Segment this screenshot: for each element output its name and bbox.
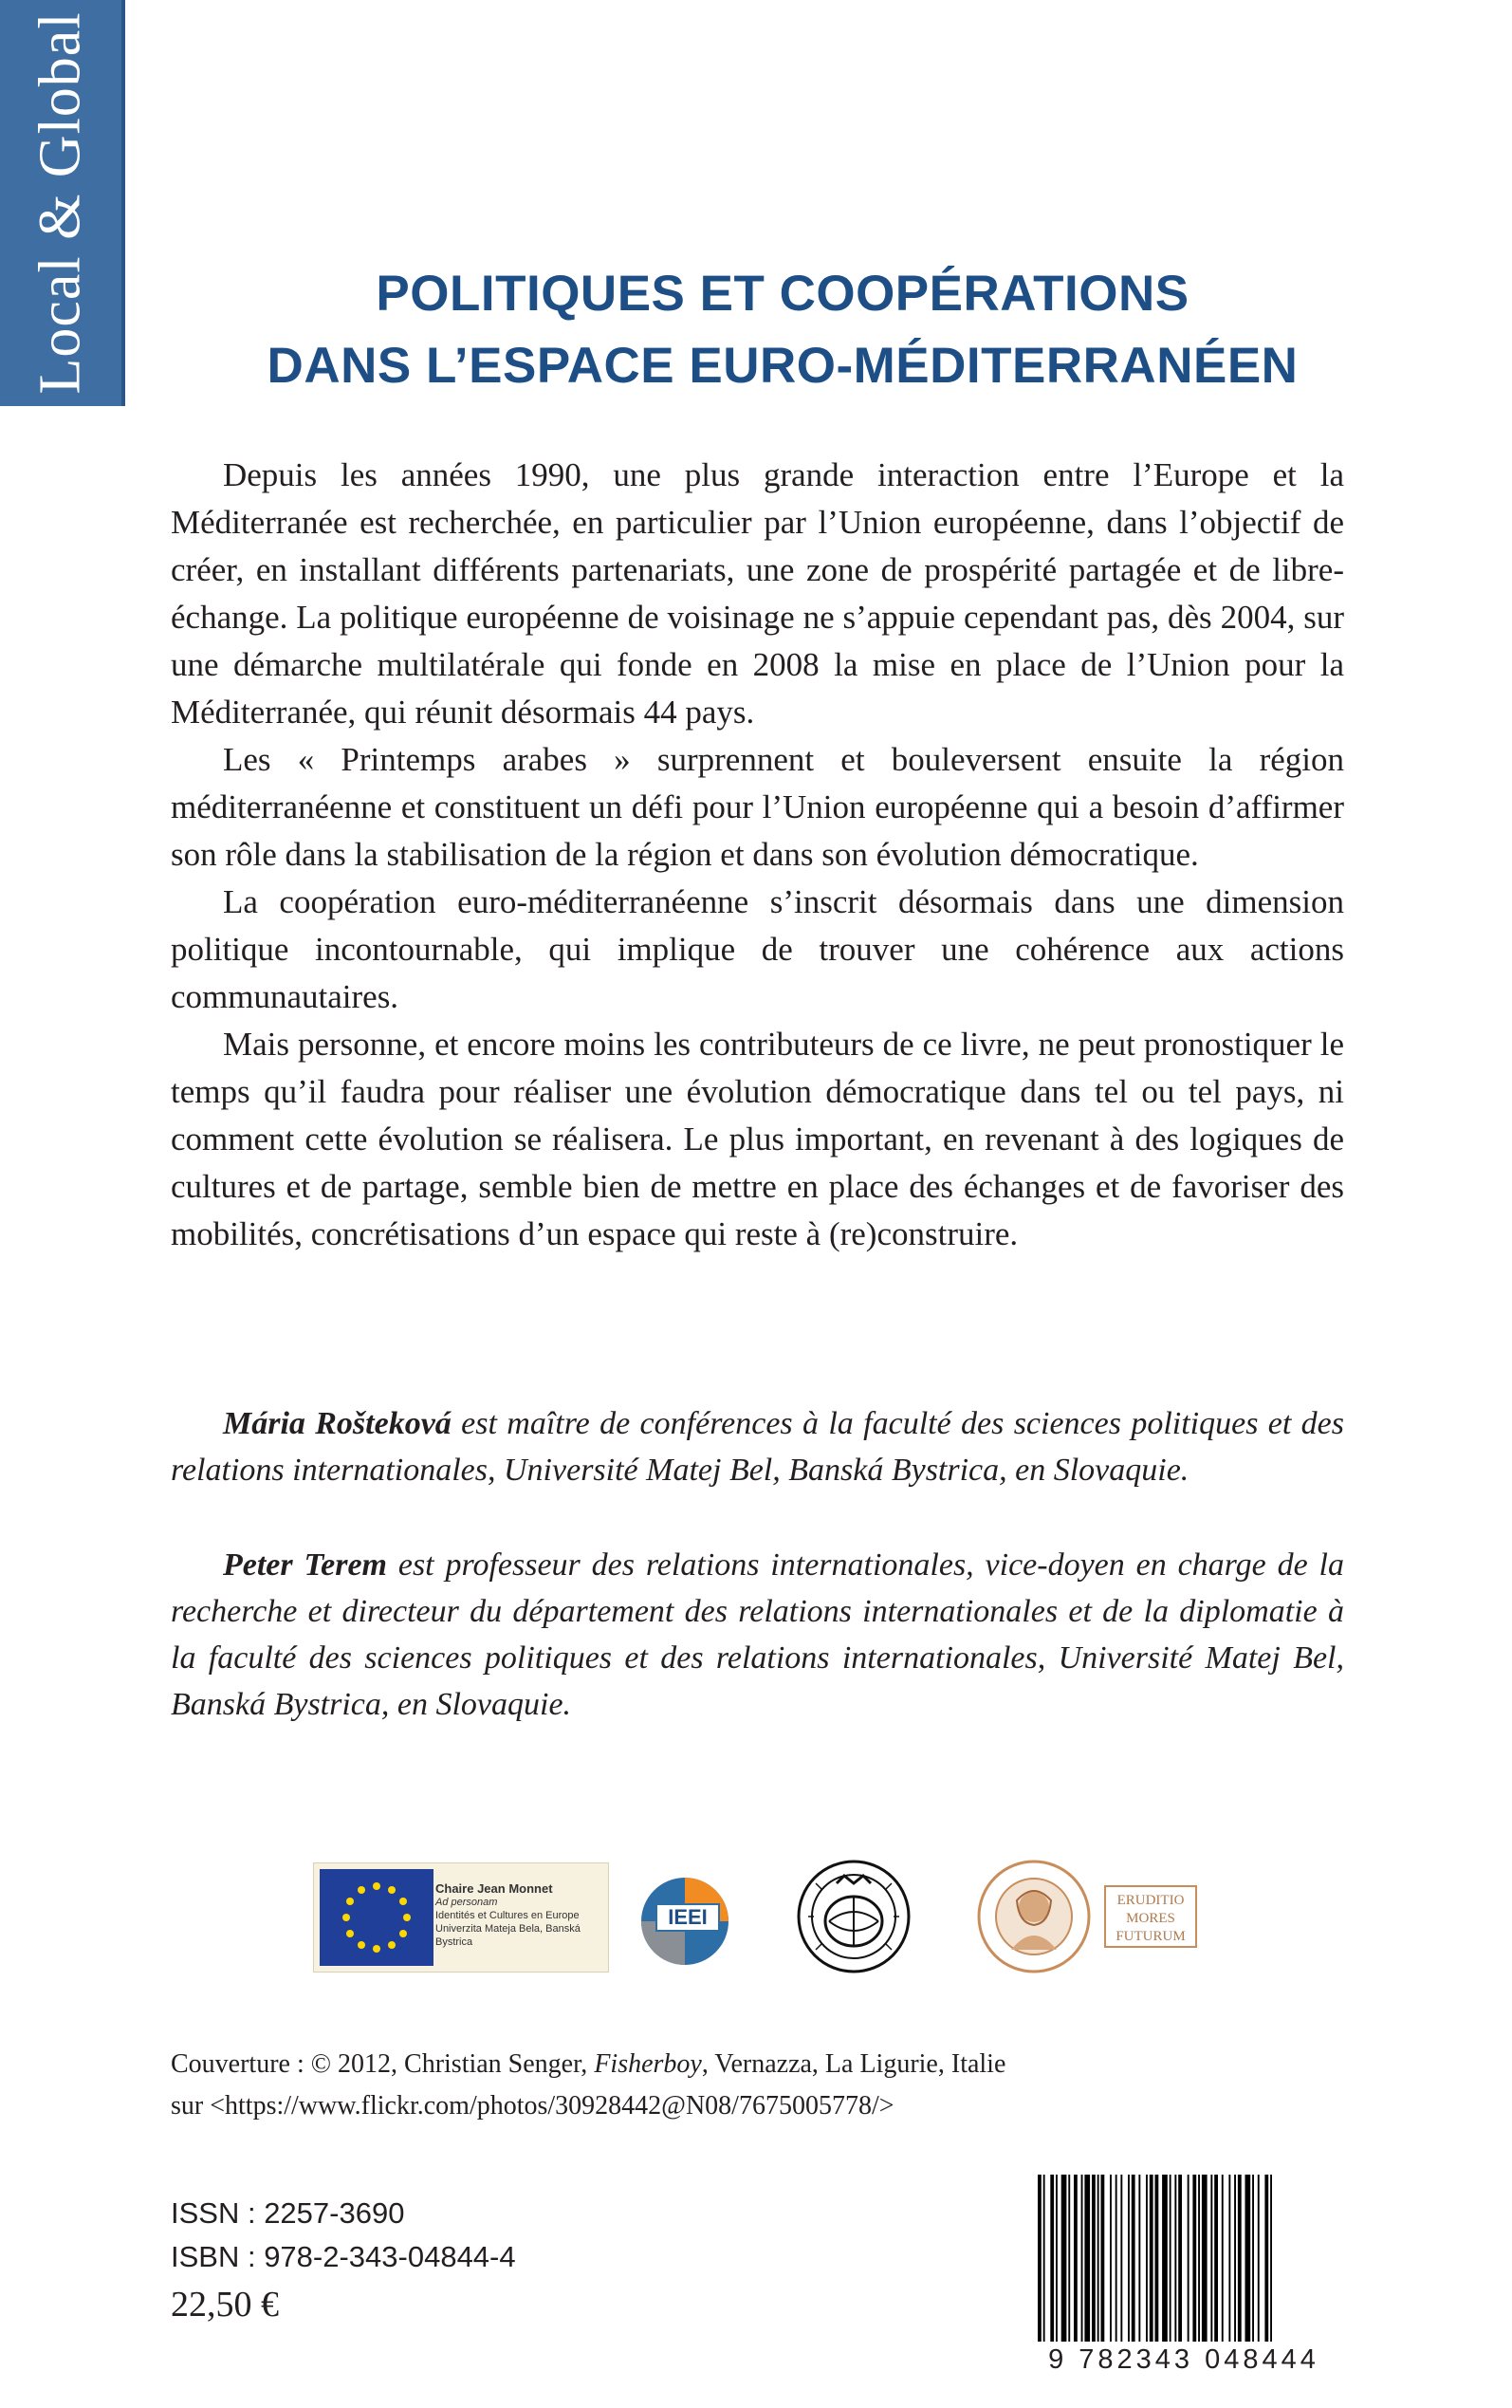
eu-flag-icon	[320, 1869, 433, 1966]
author-bio	[171, 1542, 1344, 1728]
author-description: est maître de conférences à la faculté des sciences politiques et des relations internationales, Université Matej Bel, Banská Bystrica, en Slovaquie.	[171, 1406, 1344, 1488]
author-name: Peter Terem	[223, 1547, 387, 1583]
summary-paragraph: La coopération euro-méditerranéenne s’inscrit désormais dans une dimension politique incontournable, qui implique de trouver une cohérence aux actions communautaires.	[171, 883, 1344, 1015]
series-tab	[0, 0, 125, 406]
book-title	[171, 258, 1394, 402]
identifiers	[171, 2192, 516, 2279]
ieei-logo	[636, 1855, 740, 1978]
summary-paragraph: Mais personne, et encore moins les contributeurs de ce livre, ne peut pronostiquer le temps qu’il faudra pour réaliser une évolution démocratique dans tel ou tel pays, ni comment cette évolution se réalisera. Le plus important, en revenant à des logiques de cultures et de partage, semble bien de mettre en place des échanges et de favoriser des mobilités, concrétisations d’un espace qui reste à (re)construire.	[171, 1026, 1344, 1252]
title-line-1: POLITIQUES ET COOPÉRATIONS	[376, 266, 1189, 322]
cover-credit-url: sur <https://www.flickr.com/photos/30928442@N08/7675005778/>	[171, 2091, 894, 2121]
summary-paragraph: Depuis les années 1990, une plus grande interaction entre l’Europe et la Méditerranée est recherchée, en particulier par l’Union européenne, dans l’objectif de créer, en installant différents partenariats, une zone de prospérité partagée et de libre-échange. La politique européenne de voisinage ne s’appuie cependant pas, dès 2004, sur une démarche multilatérale qui fonde en 2008 la mise en place de l’Union pour la Méditerranée, qui réunit désormais 44 pays.	[171, 456, 1344, 731]
cover-credit-work: Fisherboy	[594, 2049, 702, 2079]
research-institute-seal-icon	[787, 1855, 920, 1978]
jean-monnet-logo	[313, 1855, 609, 1978]
cover-credit	[171, 2044, 1404, 2127]
title-line-2: DANS L’ESPACE EURO-MÉDITERRANÉEN	[267, 338, 1299, 394]
jean-monnet-line: Identités et Cultures en Europe	[435, 1910, 580, 1921]
author-bio	[171, 1400, 1344, 1493]
issn: ISSN : 2257-3690	[171, 2196, 405, 2230]
umb-motto: ERUDITIO	[1116, 1893, 1185, 1908]
summary-text	[171, 452, 1344, 1258]
isbn: ISBN : 978-2-343-04844-4	[171, 2240, 516, 2273]
cover-credit-line	[171, 2044, 1404, 2085]
series-label: Local & Global	[28, 11, 93, 395]
author-description: est professeur des relations internationales, vice-doyen en charge de la recherche et directeur du département des relations internationales et de la diplomatie à la faculté des sciences politiques et des relations internationales, Université Matej Bel, Banská Bystrica, en Slovaquie.	[171, 1547, 1344, 1722]
jean-monnet-line: Ad personam	[435, 1897, 498, 1908]
umb-motto: MORES	[1126, 1911, 1175, 1926]
cover-credit-suffix: , Vernazza, La Ligurie, Italie	[701, 2049, 1006, 2079]
umb-motto: FUTURUM	[1116, 1929, 1186, 1944]
umb-university-logo	[968, 1855, 1214, 1978]
author-bios	[171, 1400, 1344, 1776]
barcode-number: 9 782343 048444	[1032, 2342, 1336, 2378]
author-name: Mária Rošteková	[223, 1406, 452, 1441]
jean-monnet-text	[435, 1882, 604, 1949]
price: 22,50 €	[171, 2285, 279, 2325]
jean-monnet-line: Chaire Jean Monnet	[435, 1881, 553, 1896]
partner-logos	[313, 1855, 1214, 1978]
summary-paragraph: Les « Printemps arabes » surprennent et bouleversent ensuite la région méditerranéenne et constituent un défi pour l’Union européenne qui a besoin d’affirmer son rôle dans la stabilisation de la région et dans son évolution démocratique.	[171, 741, 1344, 873]
jean-monnet-line: Univerzita Mateja Bela, Banská Bystrica	[435, 1923, 581, 1948]
cover-credit-prefix: Couverture : © 2012, Christian Senger,	[171, 2049, 595, 2079]
ieei-label: IEEI	[668, 1905, 708, 1929]
